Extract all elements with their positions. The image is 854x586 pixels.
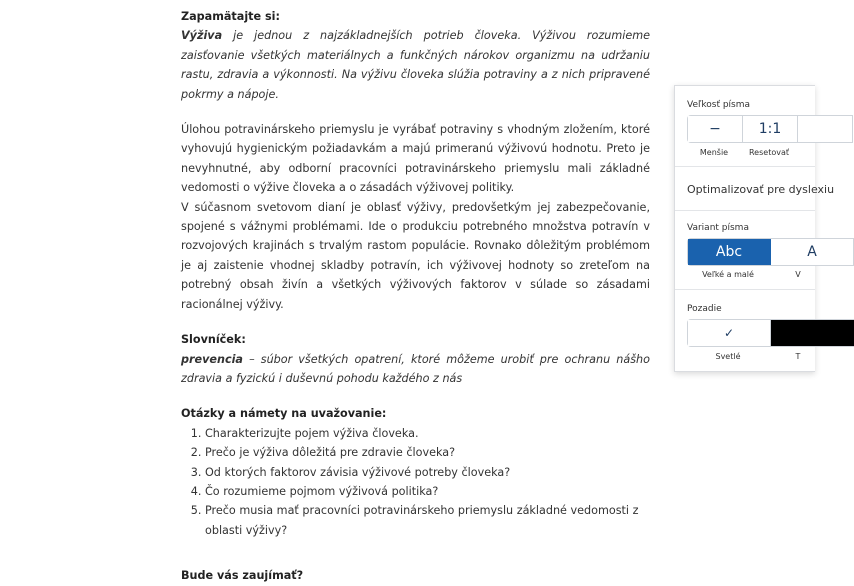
- accessibility-panel: [674, 85, 835, 372]
- remember-text: je jednou z najzákladnejších potrieb človeka. Výživou rozumieme zaisťovanie všetkých materiálnych a funkčných nárokov organizmu na udržaniu rastu, zdravia a výkonnosti. Na výživu človeka slúžia potraviny a z nich pripravené pokrmy a nápoje.: [181, 29, 650, 101]
- questions-heading: Otázky a námety na uvažovanie:: [181, 407, 387, 421]
- variant-uppercase-button[interactable]: A: [771, 239, 854, 265]
- list-item: 4. Čo rozumieme pojmom výživová politika?: [205, 482, 650, 501]
- questions-list: [181, 424, 650, 540]
- background-dark-label: T: [795, 352, 801, 361]
- next-heading: Bude vás zaujímať?: [181, 569, 304, 583]
- variant-uppercase-label: V: [795, 270, 801, 279]
- glossary-term: prevencia: [181, 352, 243, 366]
- check-icon: ✓: [723, 326, 735, 340]
- list-item: 3. Od ktorých faktorov závisia výživové potreby človeka?: [205, 463, 650, 482]
- remember-paragraph: [181, 26, 650, 104]
- paragraph-2: V súčasnom svetovom dianí je oblasť výživy, predovšetkým jej zabezpečovanie, spojené s vážnymi problémami. Ide o produkciu potrebného množstva potravín v rozvojových krajinách s trvalým rastom populácie. Rovnako dôležitým problémom je aj zaistenie vhodnej skladby potravín, ich výživovej hodnoty so zreteľom na potrebný obsah živín a všetkých výživových faktorov v súlade so zásadami racionálnej výživy.: [181, 200, 650, 311]
- list-item: 2. Prečo je výživa dôležitá pre zdravie človeka?: [205, 443, 650, 462]
- divider: [675, 289, 815, 290]
- paragraph-1: Úlohou potravinárskeho priemyslu je vyrábať potraviny s vhodným zložením, ktoré vyhovujú hygienickým požiadavkám a majú primeranú výživovú hodnotu. Preto je nevyhnutné, aby odborní pracovníci potravinárskeho priemyslu mali základné vedomosti o výžive človeka a o zásadách výživovej politiky.: [181, 123, 650, 195]
- reset-font-button[interactable]: 1:1: [743, 116, 798, 142]
- background-label: Pozadie: [687, 304, 722, 314]
- dyslexia-option[interactable]: Optimalizovať pre dyslexiu: [687, 183, 835, 196]
- font-variant-control: [687, 238, 854, 266]
- background-control: [687, 319, 854, 347]
- glossary-paragraph: [181, 350, 650, 389]
- variant-mixed-case-label: Veľké a malé: [702, 270, 754, 279]
- font-variant-label: Variant písma: [687, 223, 749, 233]
- decrease-font-button[interactable]: −: [688, 116, 743, 142]
- font-size-label: Veľkosť písma: [687, 100, 751, 110]
- background-light-button[interactable]: [688, 320, 771, 346]
- decrease-font-label: Menšie: [699, 148, 729, 157]
- background-dark-button[interactable]: [771, 320, 854, 346]
- variant-mixed-case-button[interactable]: Abc: [688, 239, 771, 265]
- article-content: [181, 0, 650, 586]
- list-item: 1. Charakterizujte pojem výživa človeka.: [205, 424, 650, 443]
- increase-font-button[interactable]: [798, 116, 853, 142]
- remember-heading: Zapamätajte si:: [181, 10, 280, 23]
- glossary-heading: Slovníček:: [181, 333, 246, 347]
- reset-font-label: Resetovať: [748, 148, 789, 157]
- glossary-text: – súbor všetkých opatrení, ktoré môžeme urobiť pre ochranu nášho zdravia a fyzickú i duševnú pohodu každého z nás: [181, 352, 650, 385]
- list-item: 5. Prečo musia mať pracovníci potravinárskeho priemyslu základné vedomosti z oblasti výživy?: [205, 501, 650, 540]
- divider: [675, 166, 815, 167]
- divider: [675, 210, 815, 211]
- remember-term: Výživa: [181, 29, 223, 43]
- background-light-label: Svetlé: [715, 352, 741, 361]
- font-size-control: [687, 115, 853, 143]
